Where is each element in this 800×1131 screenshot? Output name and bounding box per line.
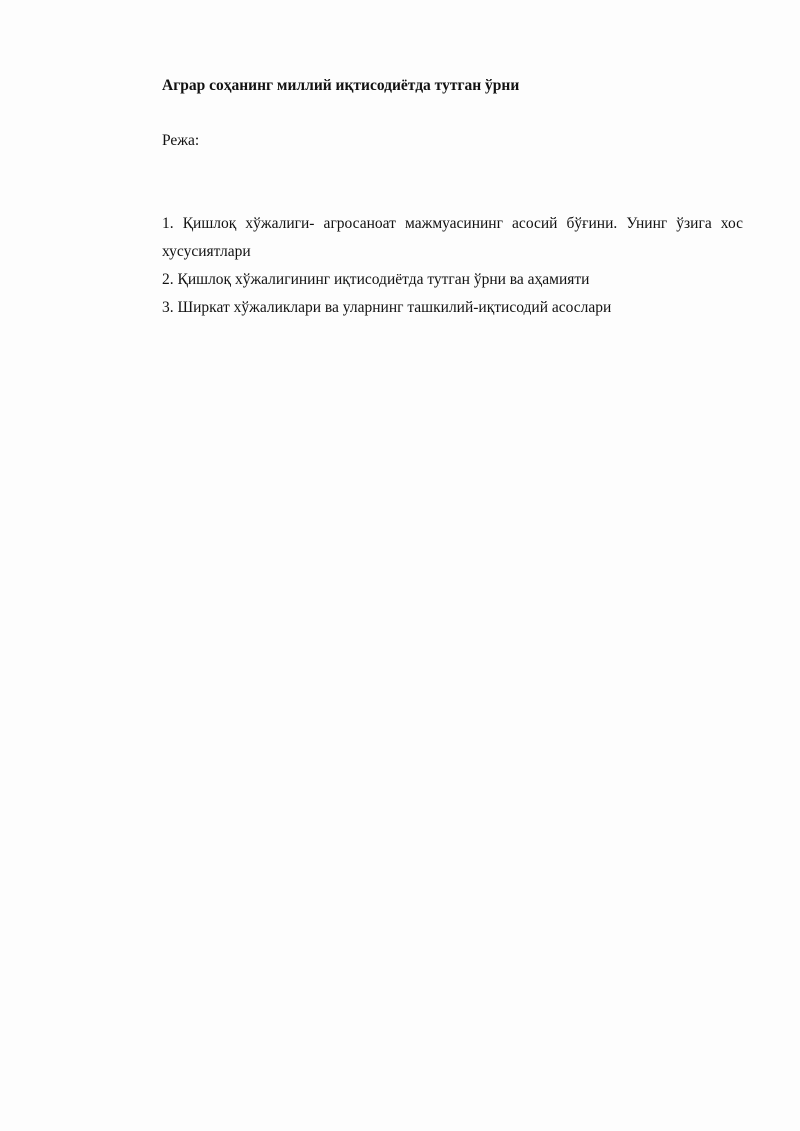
plan-item-1: 1. Қишлоқ хўжалиги- агросаноат мажмуасининг асосий бўғини. Унинг ўзига хос хусусиятлари xyxy=(162,215,743,260)
document-body xyxy=(162,74,743,322)
plan-list xyxy=(162,210,743,322)
document-title: Аграр соҳанинг миллий иқтисодиётда тутган ўрни xyxy=(162,77,520,94)
plan-item-2: 2. Қишлоқ хўжалигининг иқтисодиётда тутган ўрни ва аҳамияти xyxy=(162,271,590,288)
plan-item-3: 3. Ширкат хўжаликлари ва уларнинг ташкилий-иқтисодий асослари xyxy=(162,299,612,316)
plan-label: Режа: xyxy=(162,132,200,149)
